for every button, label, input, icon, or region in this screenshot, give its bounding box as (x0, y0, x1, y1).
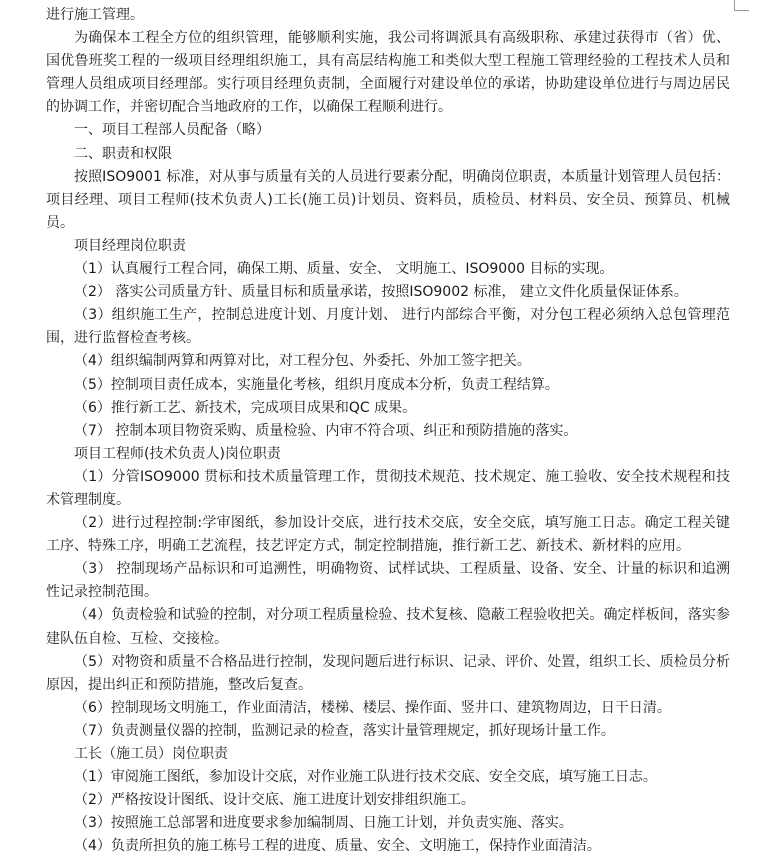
list-item: （4）组织编制两算和两算对比，对工程分包、外委托、外加工签字把关。 (74, 353, 531, 370)
list-item: （4）负责所担负的施工栋号工程的进度、质量、安全、文明施工，保持作业面清洁。 (74, 838, 601, 855)
list-item: （5）控制项目责任成本，实施量化考核，组织月度成本分析，负责工程结算。 (74, 376, 559, 393)
list-item: （3） 控制现场产品标识和可追溯性，明确物资、试样试块、工程质量、设备、安全、计量的标识和追溯性记录控制范围。 (46, 561, 730, 601)
list-item: （2）严格按设计图纸、设计交底、施工进度计划安排组织施工。 (74, 792, 475, 809)
list-item: （1）分管ISO9000 贯标和技术质量管理工作，贯彻技术规范、技术规定、施工验收、安全技术规程和技术管理制度。 (46, 468, 730, 508)
heading-responsibilities: 二、职责和权限 (74, 145, 172, 162)
list-item: （5）对物资和质量不合格品进行控制，发现问题后进行标识、记录、评价、处置，组织工长、质检员分析原因，提出纠正和预防措施，整改后复查。 (46, 653, 730, 693)
list-item: （6）控制现场文明施工，作业面清洁，楼梯、楼层、操作面、竖井口、建筑物周边，日干日清。 (74, 699, 671, 716)
list-item: （6）推行新工艺、新技术，完成项目成果和QC 成果。 (74, 399, 417, 416)
list-item: （4）负责检验和试验的控制，对分项工程质量检验、技术复核、隐蔽工程验收把关。确定样板间，落实参建队伍自检、互检、交接检。 (46, 607, 730, 647)
list-item: （1）审阅施工图纸，参加设计交底，对作业施工队进行技术交底、安全交底，填写施工日志。 (74, 769, 657, 786)
heading-staffing: 一、项目工程部人员配备（略） (74, 122, 270, 139)
list-item: （3）组织施工生产，控制总进度计划、月度计划、 进行内部综合平衡，对分包工程必须纳入总包管理范围，进行监督检查考核。 (46, 307, 730, 347)
heading-project-manager: 项目经理岗位职责 (74, 237, 186, 254)
page-corner-mark (734, 0, 749, 11)
list-item: （7）负责测量仪器的控制，监测记录的检查，落实计量管理规定，抓好现场计量工作。 (74, 722, 615, 739)
heading-foreman: 工长（施工员）岗位职责 (74, 746, 228, 762)
list-item: （1）认真履行工程合同，确保工期、质量、安全、 文明施工、ISO9000 目标的实现。 (74, 261, 614, 278)
paragraph-intro: 为确保本工程全方位的组织管理，能够顺利实施，我公司将调派具有高级职称、承建过获得市（省）优、国优鲁班奖工程的一级项目经理组织施工，具有高层结构施工和类似大型工程施工管理经验的工程技术人员和管理人员组成项目经理部。实行项目经理负责制，全面履行对建设单位的承诺，协助建设单位进行与周边居民的协调工作，并密切配合当地政府的工作，以确保工程顺利进行。 (46, 30, 730, 116)
paragraph-iso-personnel: 按照ISO9001 标准，对从事与质量有关的人员进行要素分配，明确岗位职责，本质量计划管理人员包括：项目经理、项目工程师(技术负责人)工长(施工员)计划员、资料员，质检员、材料员、安全员、预算员、机械员。 (46, 168, 730, 231)
document-body[interactable] (46, 4, 730, 858)
paragraph-continuation: 进行施工管理。 (46, 7, 144, 23)
list-item: （2） 落实公司质量方针、质量目标和质量承诺，按照ISO9002 标准， 建立文件化质量保证体系。 (74, 284, 688, 301)
list-item: （2）进行过程控制:学审图纸，参加设计交底，进行技术交底，安全交底，填写施工日志。确定工程关键工序、特殊工序，明确工艺流程，技艺评定方式，制定控制措施，推行新工艺、新技术、新材料的应用。 (46, 515, 730, 555)
list-item: （3）按照施工总部署和进度要求参加编制周、日施工计划，并负责实施、落实。 (74, 815, 573, 832)
heading-project-engineer: 项目工程师(技术负责人)岗位职责 (74, 445, 281, 462)
list-item: （7） 控制本项目物资采购、质量检验、内审不符合项、纠正和预防措施的落实。 (74, 422, 578, 439)
